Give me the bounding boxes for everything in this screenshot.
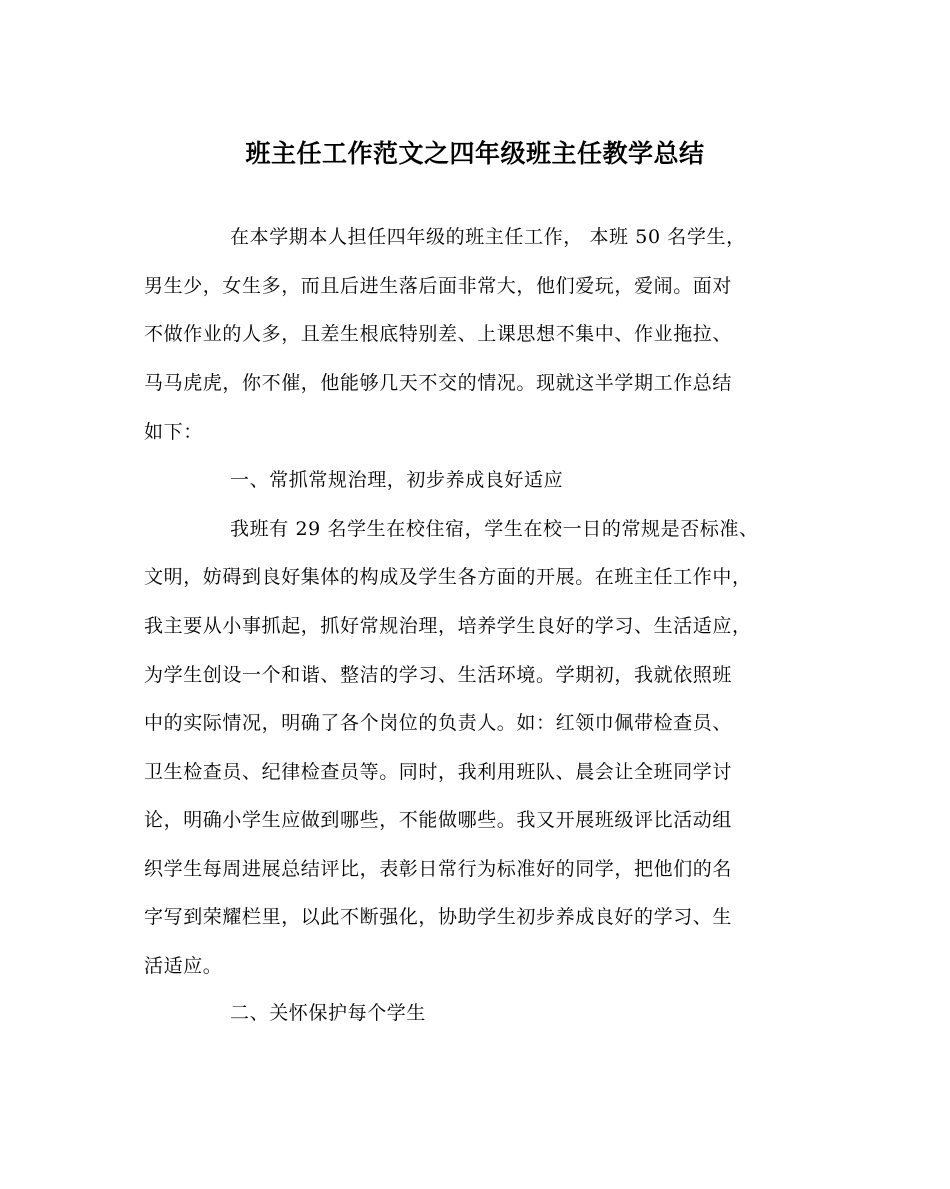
paragraph-line: 字写到荣耀栏里，以此不断强化，协助学生初步养成良好的学习、生 [144, 906, 733, 928]
document-title: 班主任工作范文之四年级班主任教学总结 [245, 139, 705, 168]
paragraph-line: 不做作业的人多，且差生根底特别差、上课思想不集中、作业拖拉、 [144, 323, 733, 345]
section-heading: 二、关怀保护每个学生 [230, 1002, 427, 1024]
paragraph-line: 论，明确小学生应做到哪些，不能做哪些。我又开展班级评比活动组 [144, 809, 733, 831]
paragraph-line: 文明，妨碍到良好集体的构成及学生各方面的开展。在班主任工作中， [144, 566, 752, 588]
paragraph-line: 为学生创设一个和谐、整洁的学习、生活环境。学期初，我就依照班 [144, 664, 733, 686]
paragraph-line: 我主要从小事抓起，抓好常规治理，培养学生良好的学习、生活适应， [144, 615, 752, 637]
paragraph-line: 男生少，女生多，而且后进生落后面非常大，他们爱玩，爱闹。面对 [144, 275, 733, 297]
paragraph-line: 中的实际情况，明确了各个岗位的负责人。如：红领巾佩带检查员、 [144, 712, 733, 734]
paragraph-line: 织学生每周进展总结评比，表彰日常行为标准好的同学，把他们的名 [144, 858, 733, 880]
paragraph-line: 活适应。 [144, 955, 223, 977]
section-heading: 一、常抓常规治理，初步养成良好适应 [230, 469, 564, 491]
paragraph-line: 如下： [144, 421, 203, 443]
paragraph-line: 卫生检查员、纪律检查员等。同时，我利用班队、晨会让全班同学讨 [144, 761, 733, 783]
paragraph-line: 我班有 29 名学生在校住宿，学生在校一日的常规是否标准、 [230, 518, 759, 540]
paragraph-line: 马马虎虎，你不催，他能够几天不交的情况。现就这半学期工作总结 [144, 372, 733, 394]
paragraph-line: 在本学期本人担任四年级的班主任工作， 本班 50 名学生， [230, 226, 746, 248]
